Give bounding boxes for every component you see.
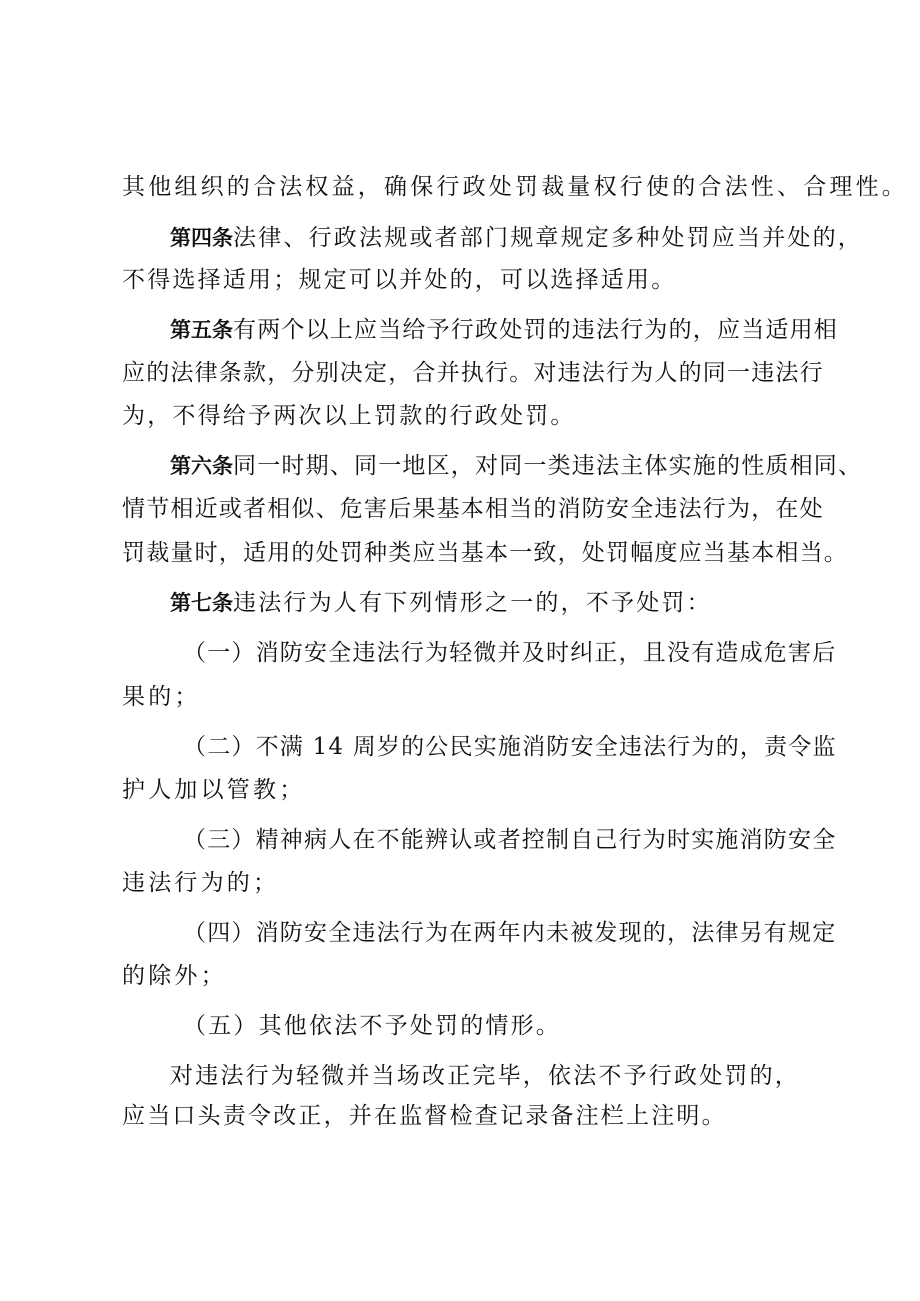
article-7-item-3-line-2: 违法行为的；	[122, 870, 280, 896]
article-7-item-4-line-2: 的除外；	[122, 963, 227, 989]
article-7-line-1: 第七条违法行为人有下列情形之一的，不予处罚：	[170, 590, 712, 616]
article-6-label: 第六条	[170, 454, 233, 478]
article-6-line-1: 第六条同一时期、同一地区，对同一类违法主体实施的性质相同、	[170, 453, 863, 479]
article-7-item-4-line-1: （四）消防安全违法行为在两年内未被发现的，法律另有规定	[183, 920, 837, 946]
article-7-item-1-line-2: 果的；	[122, 684, 201, 710]
article-7-item-2-line-2: 护人加以管教；	[122, 777, 306, 803]
closing-line-2: 应当口头责令改正，并在监督检查记录备注栏上注明。	[122, 1103, 727, 1129]
article-6-line-3: 罚裁量时，适用的处罚种类应当基本一致，处罚幅度应当基本相当。	[122, 540, 848, 566]
article-7-item-3-line-1: （三）精神病人在不能辨认或者控制自己行为时实施消防安全	[183, 827, 837, 853]
article-4-line-1: 第四条法律、行政法规或者部门规章规定多种处罚应当并处的，	[170, 225, 863, 251]
article-5-line-1: 第五条有两个以上应当给予行政处罚的违法行为的，应当适用相	[170, 317, 838, 343]
article-7-label: 第七条	[170, 591, 233, 615]
article-5-line-2: 应的法律条款，分别决定，合并执行。对违法行为人的同一违法行	[122, 360, 824, 386]
article-4-line-2: 不得选择适用；规定可以并处的，可以选择适用。	[122, 267, 677, 293]
article-7-item-5-line-1: （五）其他依法不予处罚的情形。	[183, 1013, 561, 1039]
intro-line: 其他组织的合法权益，确保行政处罚裁量权行使的合法性、合理性。	[122, 174, 908, 200]
article-7-item-2-line-1: （二）不满 14 周岁的公民实施消防安全违法行为的，责令监	[183, 734, 837, 760]
article-7-item-1-line-1: （一）消防安全违法行为轻微并及时纠正，且没有造成危害后	[183, 640, 837, 666]
article-6-line-2: 情节相近或者相似、危害后果基本相当的消防安全违法行为，在处	[122, 496, 824, 522]
article-5-label: 第五条	[170, 318, 233, 342]
article-4-label: 第四条	[170, 226, 233, 250]
article-5-line-3: 为，不得给予两次以上罚款的行政处罚。	[122, 403, 576, 429]
closing-line-1: 对违法行为轻微并当场改正完毕，依法不予行政处罚的，	[170, 1063, 800, 1089]
